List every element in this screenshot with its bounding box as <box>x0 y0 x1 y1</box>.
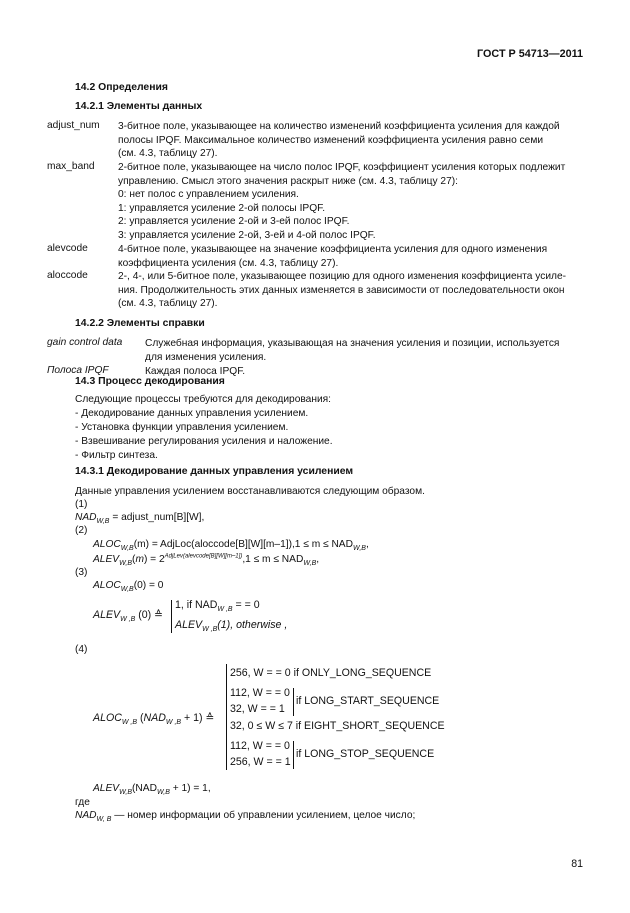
formula-label-1: (1) <box>75 499 88 510</box>
ref-term: gain control data <box>47 337 123 348</box>
section-14-3-title: 14.3 Процесс декодирования <box>75 376 225 387</box>
formula-4-case: 32, 0 ≤ W ≤ 7 if EIGHT_SHORT_SEQUENCE <box>230 720 445 732</box>
formula-label-2: (2) <box>75 525 88 536</box>
def-text: 3-битное поле, указывающее на количество изменений коэффициента усиления для каждой полосы IPQF. Максимальное количество изменений коэффициента усиления равно семи (см. 4.3, таблицу 27). <box>118 121 560 160</box>
formula-3a: $ALOC_{W,B}(0) = 0$ <box>93 580 164 594</box>
def-term: max_band <box>47 161 95 172</box>
brace <box>226 664 227 770</box>
def-text: 4-битное поле, указывающее на значение коэффициента усиления для одного изменения коэффициента усиления (см. 4.3, таблицу 27). <box>118 244 548 269</box>
intro-text: Следующие процессы требуются для декодирования: <box>75 394 332 405</box>
formula-3b-lhs: $ALEV_{W ,B}$ (0) ≙ <box>93 609 163 624</box>
formula-4-case: 112, W = = 0 <box>230 687 290 699</box>
nad-description: $NAD_{W, B}$ — номер информации об управлении усилением, целое число; <box>75 810 416 824</box>
section-14-3-1-title: 14.3.1 Декодирование данных управления усилением <box>75 466 354 477</box>
formula-2a: $ALOC_{W,B}(m)$ = AdjLoc(aloccode[B][W][m–1]),1 ≤ $m \le NAD_{W,B}$, <box>93 539 369 553</box>
def-term: aloccode <box>47 270 88 281</box>
def-text: 2-битное поле, указывающее на число полос IPQF, коэффициент усиления которых подлежит управлению. Смысл этого значения раскрыт ниже (см. 4.3, таблицу 27): 0: нет полос с управлением усиления. 1: управляется усиление 2-ой полосы IPQF. 2: управляется усиление 2-ой и 3-ей полос IPQF. 3: управляется усиление 2-ой, 3-ей и 4-ой полос IPQF. <box>118 162 566 241</box>
subsection-intro: Данные управления усилением восстанавливаются следующим образом. <box>75 486 425 497</box>
brace <box>171 600 172 633</box>
formula-4-if-start: if LONG_START_SEQUENCE <box>296 695 440 707</box>
def-term: alevcode <box>47 243 88 254</box>
section-14-2-2-title: 14.2.2 Элементы справки <box>75 318 205 329</box>
ref-text: Служебная информация, указывающая на значения усиления и позиции, используется для изменения усиления. <box>145 338 560 363</box>
brace <box>291 688 294 716</box>
formula-4-case: 32, W = = 1 <box>230 703 285 715</box>
formula-4-if-stop: if LONG_STOP_SEQUENCE <box>296 748 435 760</box>
formula-4-case: 256, W = = 0 if ONLY_LONG_SEQUENCE <box>230 667 432 679</box>
list-item: - Декодирование данных управления усилением. <box>75 408 309 419</box>
section-14-2-1-title: 14.2.1 Элементы данных <box>75 101 203 112</box>
list-item: - Фильтр синтеза. <box>75 450 158 461</box>
where-label: где <box>75 797 90 808</box>
def-term: adjust_num <box>47 120 100 131</box>
formula-4-lhs: $ALOC_{W ,B}$ $(NAD_{W ,B} + 1)$ ≙ <box>93 712 215 727</box>
ref-text: Каждая полоса IPQF. <box>145 366 246 377</box>
list-item: - Взвешивание регулирования усиления и наложение. <box>75 436 333 447</box>
formula-3b-case2: $ALEV_{W ,B}(1)$, otherwise , <box>175 619 288 634</box>
formula-3b-case1: 1, if $NAD_{W ,B}$ = = 0 <box>175 599 260 614</box>
section-14-2-title: 14.2 Определения <box>75 82 168 93</box>
formula-4-case: 112, W = = 0 <box>230 740 290 752</box>
list-item: - Установка функции управления усилением. <box>75 422 289 433</box>
standard-number: ГОСТ Р 54713—2011 <box>477 48 583 60</box>
ref-term: Полоса IPQF <box>47 365 109 376</box>
page-number: 81 <box>571 858 583 870</box>
formula-4-case: 256, W = = 1 <box>230 756 291 768</box>
formula-1: $NAD_{W,B}$ = adjust_num[B][W], <box>75 512 205 526</box>
brace <box>291 741 294 769</box>
formula-2b: $ALEV_{W,B}(m) = 2^{AdjLev(alevcode[B][W][m-1])},1 \le m \le NAD_{W,B}$, <box>93 553 320 568</box>
formula-label-3: (3) <box>75 567 88 578</box>
formula-label-4: (4) <box>75 644 88 655</box>
formula-5: $ALEV_{W,B}(NAD_{W,B} + 1) = 1$, <box>93 783 211 797</box>
def-text: 2-, 4-, или 5-битное поле, указывающее позицию для одного изменения коэффициента усиле- ния. Продолжительность этих данных изменяется в зависимости от последовательности окон (см. 4.3, таблицу 27). <box>118 271 567 310</box>
